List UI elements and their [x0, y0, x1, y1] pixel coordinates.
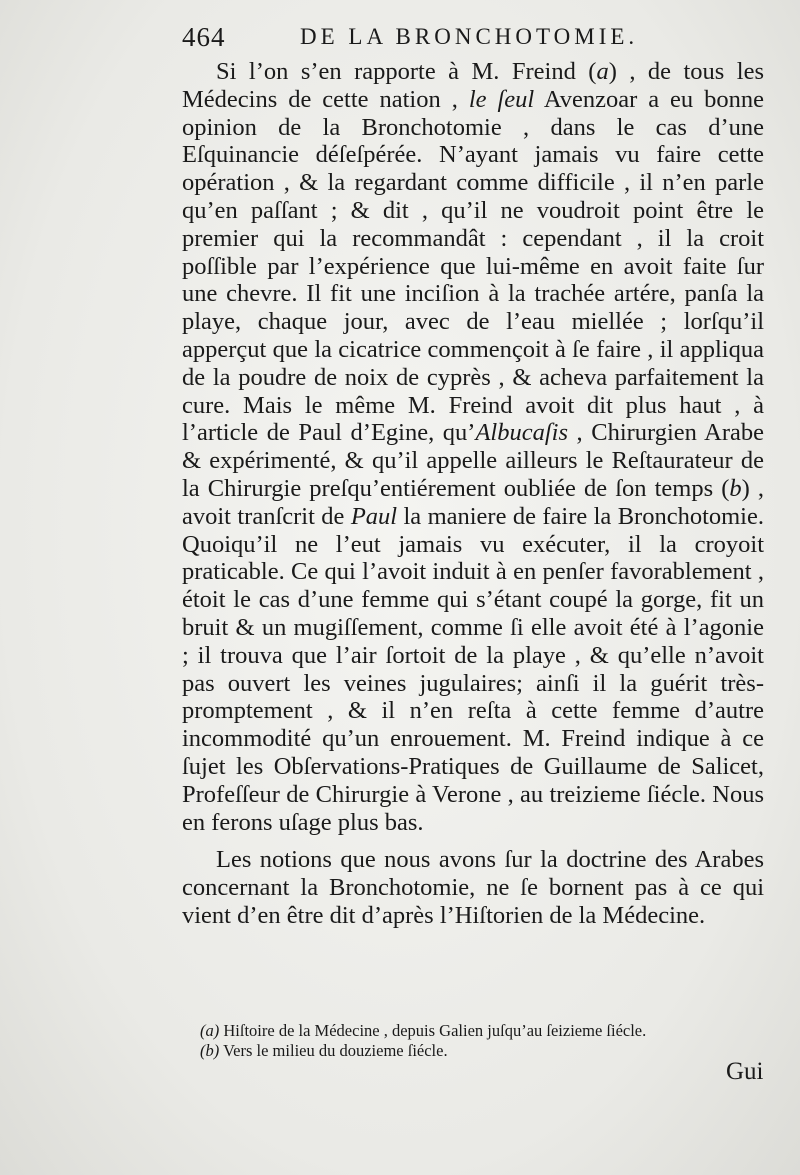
text-run: ) , de tous les Médecins de cette nation , [182, 58, 764, 113]
text-run: la maniere de faire la Bronchotomie. Quoiqu’il ne l’eut jamais vu exécuter, il la croyoit praticable. Ce qui l’avoit induit à en penſer favorablement , étoit le cas d’une femme qui s’étant coupé la gorge, fit un bruit & un mugiſſement, comme ſi elle avoit été à l’agonie ; il trouva que l’air ſortoit de la playe , & qu’elle n’avoit pas ouvert les veines jugulaires; ainſi il la guérit très-promptement , & il n’en reſta à cette femme d’autre incommodité qu’un enrouement. M. Freind indique à ce ſujet les Obſervations-Pratiques de Guillaume de Salicet, Profeſſeur de Chirurgie à Verone , au treizieme ſiécle. Nous en ferons uſage plus bas. [182, 502, 764, 836]
footnote-ref-b: b [729, 474, 742, 502]
emphasis: Paul [350, 502, 398, 530]
footnote-ref-a: a [596, 58, 609, 85]
text-run: , Chirurgien Arabe & expérimenté, & qu’il appelle ailleurs le Reſtaurateur de la Chirurgie preſqu’entiérement oubliée de ſon temps ( [182, 419, 764, 502]
footnote-marker: (b) [200, 1041, 220, 1060]
text-run: Si l’on s’en rapporte à M. Freind ( [216, 58, 597, 85]
footnote-text: Hiſtoire de la Médecine , depuis Galien juſqu’au ſeizieme ſiécle. [223, 1021, 647, 1040]
text-run: ) , avoit tranſcrit de [182, 474, 764, 530]
catchword: Gui [726, 1058, 764, 1085]
body-text [182, 58, 764, 930]
footnote [200, 1041, 760, 1061]
text-run: Avenzoar a eu bonne opinion de la Bronchotomie , dans le cas d’une Eſquinancie déſeſpérée. N’ayant jamais vu faire cette opération , & la regardant comme difficile , il n’en parle qu’en paſſant ; & dit , qu’il ne voudroit point être le premier qui la recommandât : cependant , il la croit poſſible par l’expérience que lui-même en avoit faite ſur une chevre. Il fit une inciſion à la trachée artére, panſa la playe, chaque jour, avec de l’eau miellée ; lorſqu’il apperçut que la cicatrice commençoit à ſe faire , il appliqua de la poudre de noix de cyprès , & acheva parfaitement la cure. Mais le même M. Freind avoit dit plus haut , à l’article de Paul d’Egine, qu’ [182, 85, 764, 447]
emphasis: Albucaſis [475, 419, 568, 447]
footnote-text: Vers le milieu du douzieme ſiécle. [223, 1041, 448, 1060]
footnote-marker: (a) [200, 1021, 220, 1040]
emphasis: le ſeul [468, 85, 535, 113]
footnote [200, 1021, 760, 1041]
paragraph [182, 58, 764, 836]
page-number: 464 [182, 22, 226, 52]
footnotes [200, 1021, 760, 1061]
running-title: DE LA BRONCHOTOMIE. [300, 24, 639, 49]
paragraph [182, 846, 764, 929]
running-head [182, 22, 772, 58]
text-run: Les notions que nous avons ſur la doctrine des Arabes concernant la Bronchotomie, ne ſe bornent pas à ce qui vient d’en être dit d’après l’Hiſtorien de la Médecine. [182, 846, 764, 929]
